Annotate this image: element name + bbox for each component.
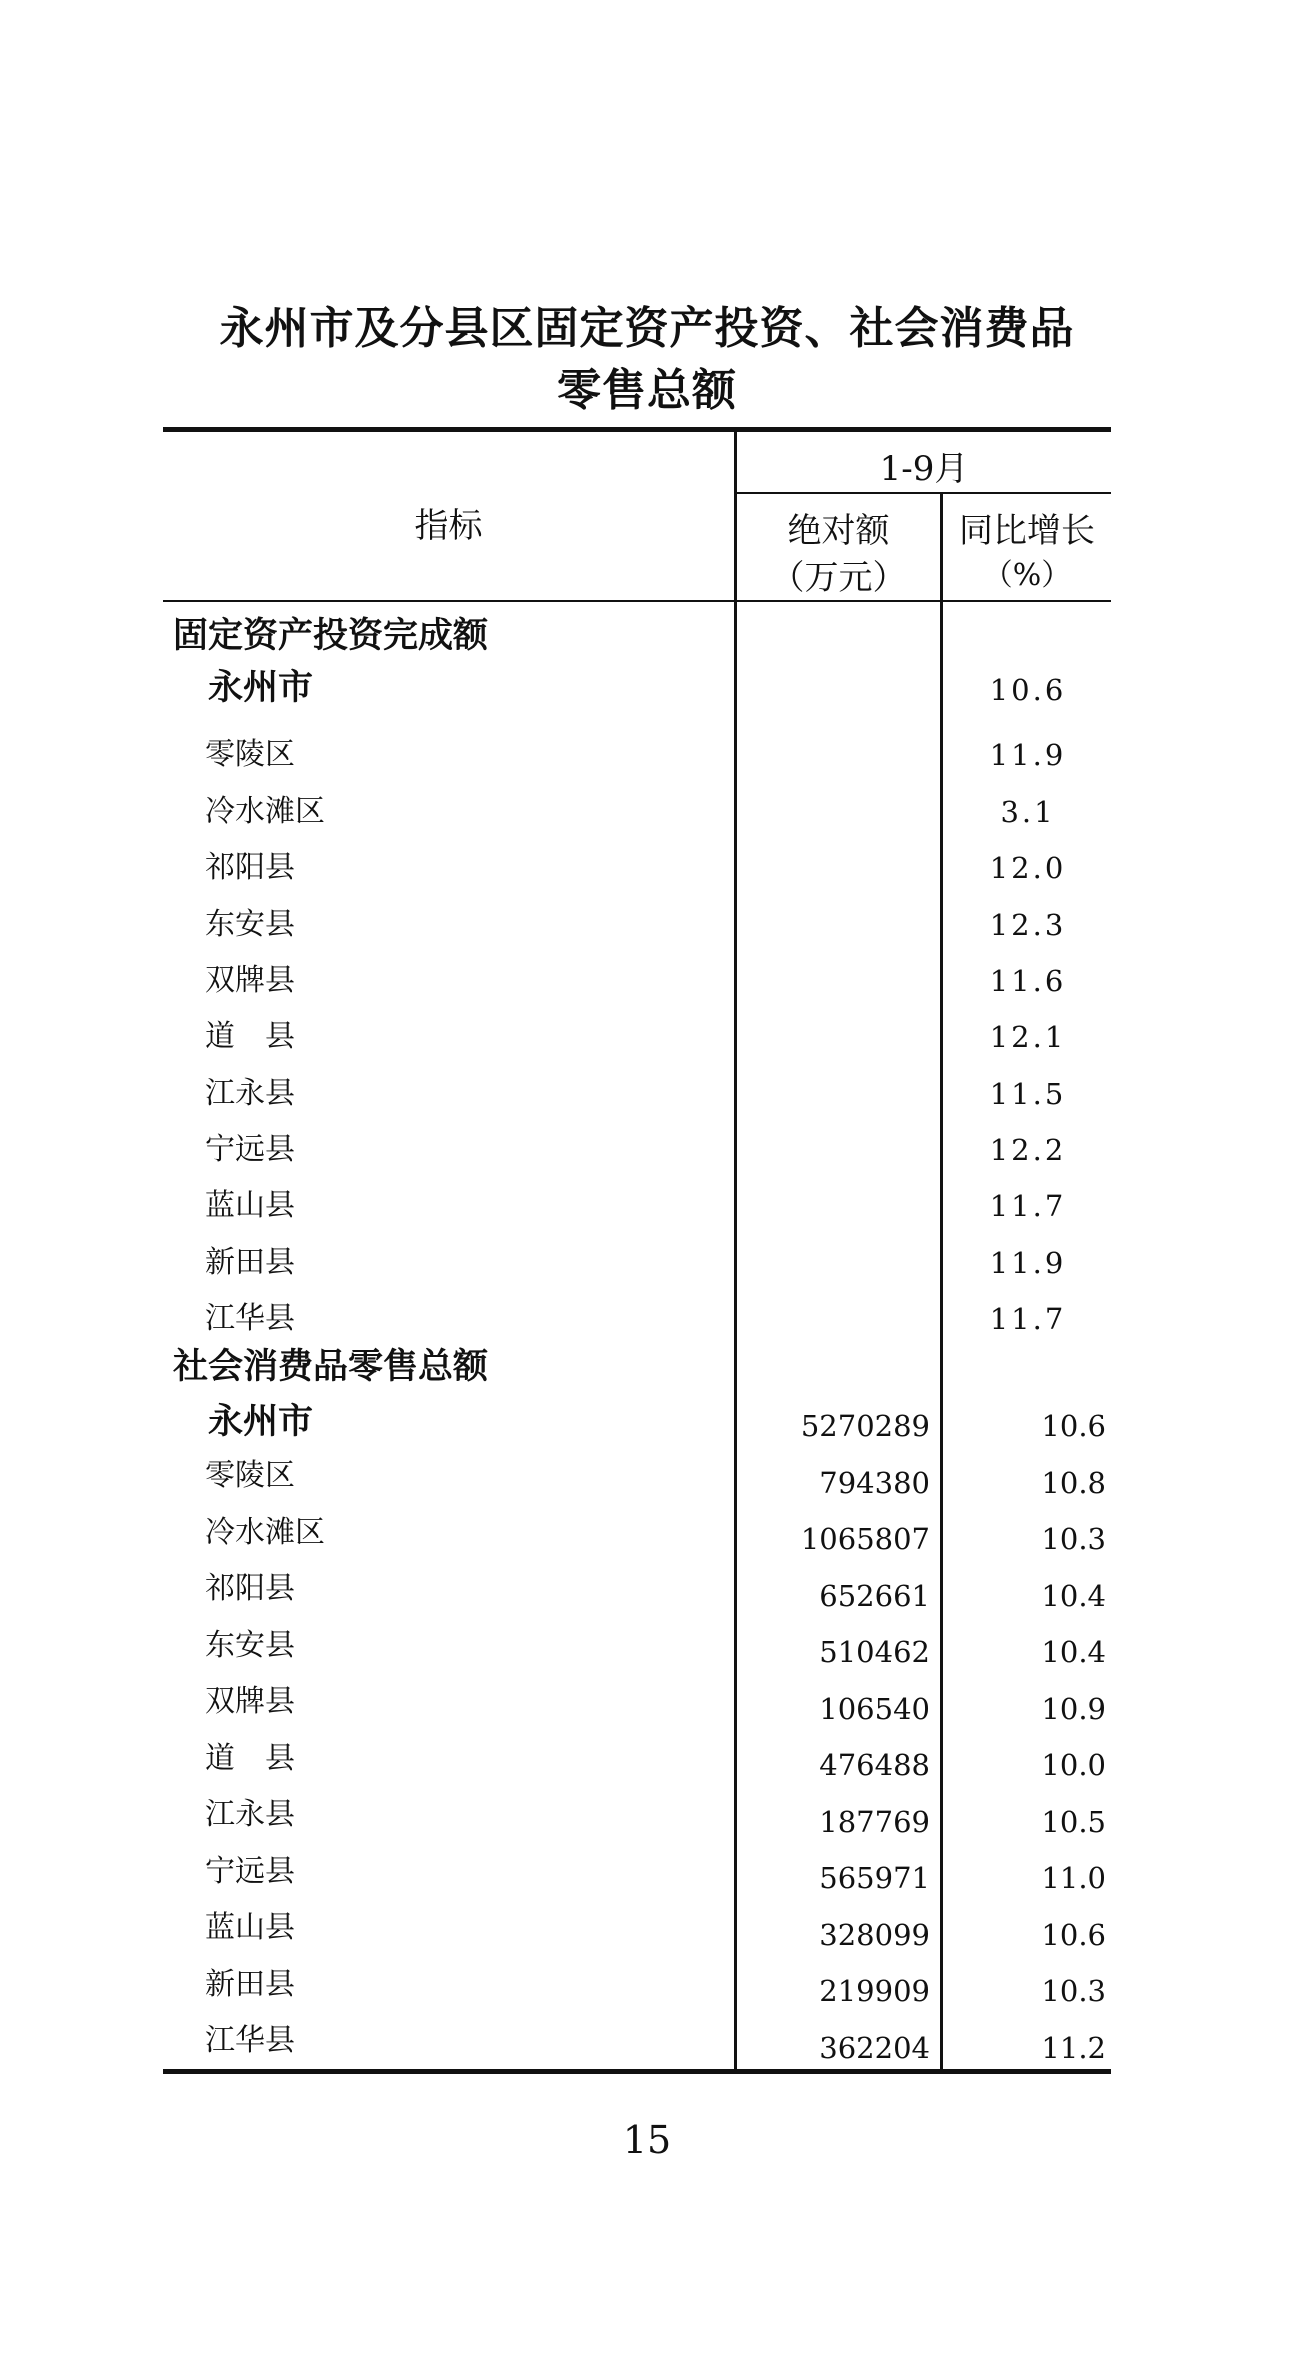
row-name: 蓝山县 — [205, 1188, 295, 1223]
absolute-value: 476488 — [819, 1748, 930, 1782]
section-label-fixed-investment: 固定资产投资完成额 — [173, 616, 489, 656]
growth-value: 11.7 — [989, 1189, 1067, 1223]
row-name: 江永县 — [205, 1797, 295, 1832]
growth-value: 12.2 — [989, 1133, 1067, 1167]
absolute-value: 362204 — [819, 2031, 930, 2065]
section-label-retail-sales: 社会消费品零售总额 — [173, 1347, 489, 1387]
growth-value: 10.8 — [1041, 1466, 1106, 1500]
period-underline — [737, 492, 1111, 494]
row-name: 江华县 — [205, 2023, 295, 2058]
growth-value: 10.4 — [1041, 1579, 1106, 1613]
row-name: 道 县 — [205, 1019, 295, 1054]
header-indicator: 指标 — [414, 506, 483, 546]
growth-value: 11.2 — [1041, 2031, 1106, 2065]
growth-value: 12.3 — [989, 908, 1067, 942]
absolute-value: 106540 — [819, 1692, 930, 1726]
absolute-value: 510462 — [819, 1635, 930, 1669]
row-name: 东安县 — [205, 1628, 295, 1663]
growth-value: 10.9 — [1041, 1692, 1106, 1726]
growth-value: 11.9 — [989, 738, 1067, 772]
header-growth-line1: 同比增长 — [959, 511, 1095, 551]
header-absolute-line1: 绝对额 — [787, 511, 890, 551]
column-divider-2 — [940, 493, 943, 2069]
table-bottom-rule — [163, 2069, 1111, 2074]
page-number: 15 — [622, 2118, 672, 2162]
header-growth-line2: （%） — [982, 558, 1072, 593]
growth-value: 11.7 — [989, 1302, 1067, 1336]
absolute-value: 5270289 — [800, 1409, 930, 1443]
row-name: 祁阳县 — [205, 1571, 295, 1606]
growth-value: 11.0 — [1041, 1861, 1106, 1895]
row-name: 祁阳县 — [205, 850, 295, 885]
row-name: 冷水滩区 — [205, 1515, 325, 1550]
growth-value: 10.6 — [1041, 1918, 1106, 1952]
absolute-value: 1065807 — [800, 1522, 930, 1556]
header-absolute-line2: （万元） — [770, 558, 907, 598]
table-top-rule — [163, 427, 1111, 432]
header-period: 1-9月 — [879, 449, 969, 489]
absolute-value: 794380 — [819, 1466, 930, 1500]
city-name: 永州市 — [208, 668, 314, 708]
growth-value: 10.4 — [1041, 1635, 1106, 1669]
growth-value: 10.6 — [989, 673, 1067, 707]
row-name: 江永县 — [205, 1076, 295, 1111]
growth-value: 11.5 — [989, 1077, 1067, 1111]
row-name: 零陵区 — [205, 737, 295, 772]
growth-value: 10.6 — [1041, 1409, 1106, 1443]
growth-value: 10.0 — [1041, 1748, 1106, 1782]
row-name: 双牌县 — [205, 1684, 295, 1719]
growth-value: 11.6 — [989, 964, 1067, 998]
growth-value: 3.1 — [1000, 795, 1056, 829]
absolute-value: 219909 — [819, 1974, 930, 2008]
header-bottom-rule — [163, 600, 1111, 602]
growth-value: 12.0 — [989, 851, 1067, 885]
column-divider-1 — [734, 432, 737, 2069]
absolute-value: 187769 — [819, 1805, 930, 1839]
row-name: 零陵区 — [205, 1458, 295, 1493]
absolute-value: 328099 — [819, 1918, 930, 1952]
growth-value: 12.1 — [989, 1020, 1067, 1054]
growth-value: 10.3 — [1041, 1974, 1106, 2008]
row-name: 宁远县 — [205, 1854, 295, 1889]
row-name: 江华县 — [205, 1301, 295, 1336]
page-title-line2: 零售总额 — [557, 365, 737, 416]
row-name: 新田县 — [205, 1245, 295, 1280]
row-name: 新田县 — [205, 1967, 295, 2002]
growth-value: 10.3 — [1041, 1522, 1106, 1556]
page-title-line1: 永州市及分县区固定资产投资、社会消费品 — [219, 303, 1075, 354]
row-name: 蓝山县 — [205, 1910, 295, 1945]
row-name: 东安县 — [205, 907, 295, 942]
growth-value: 10.5 — [1041, 1805, 1106, 1839]
row-name: 宁远县 — [205, 1132, 295, 1167]
row-name: 道 县 — [205, 1741, 295, 1776]
absolute-value: 565971 — [819, 1861, 930, 1895]
growth-value: 11.9 — [989, 1246, 1067, 1280]
row-name: 冷水滩区 — [205, 794, 325, 829]
city-name: 永州市 — [208, 1402, 314, 1442]
absolute-value: 652661 — [819, 1579, 930, 1613]
row-name: 双牌县 — [205, 963, 295, 998]
